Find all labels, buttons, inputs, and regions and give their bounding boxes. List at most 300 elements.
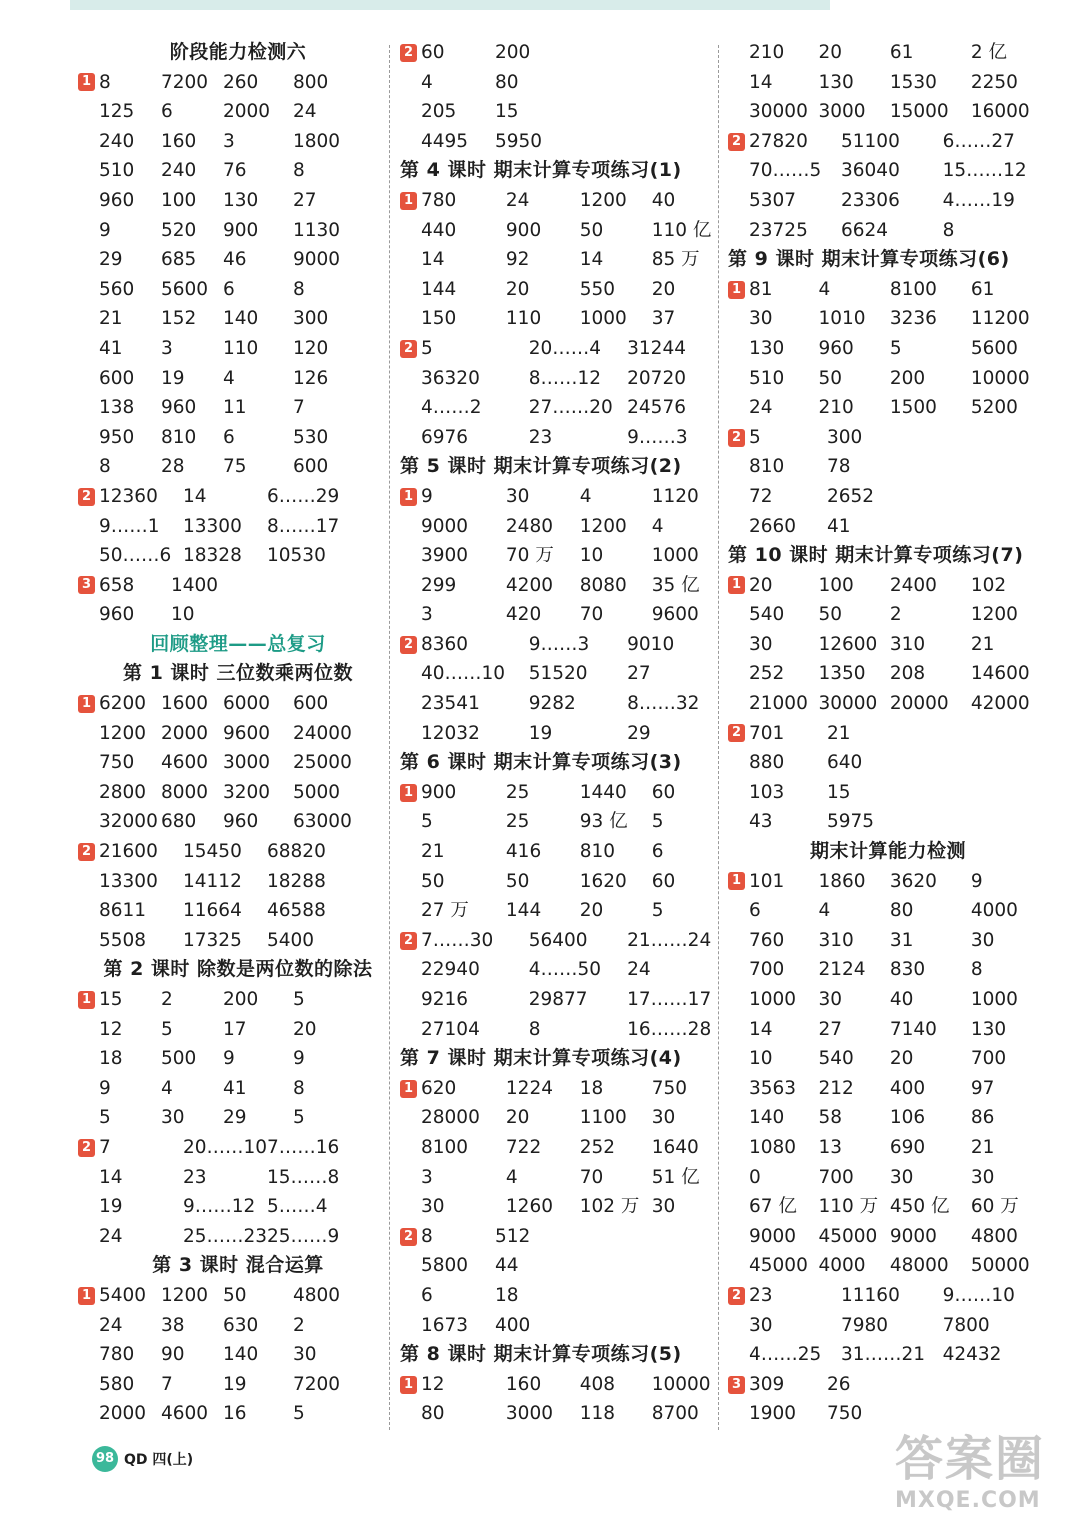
answer-cell: 1530 xyxy=(889,71,937,93)
answer-cell: 25000 xyxy=(293,752,352,774)
answer-cell: 15450 xyxy=(183,841,242,863)
answer-cell: 408 xyxy=(579,1373,616,1395)
column-divider-2 xyxy=(718,45,719,1430)
answer-cell: 1900 xyxy=(749,1403,797,1425)
answer-cell: 30 xyxy=(818,989,842,1010)
answer-cell: 5000 xyxy=(293,781,341,803)
answer-row xyxy=(400,778,720,808)
answer-cell: 5 xyxy=(651,900,664,922)
answer-cell: 8080 xyxy=(579,574,627,596)
answer-cell: 30 xyxy=(505,485,530,507)
answer-cell: 2000 xyxy=(223,101,271,123)
answer-cell: 25 xyxy=(505,811,530,833)
answer-cell: 144 xyxy=(421,278,457,300)
answer-cell: 15……12 xyxy=(942,160,1027,182)
answer-cell: 4495 xyxy=(421,130,469,152)
answer-cell: 18288 xyxy=(267,870,326,892)
question-number-badge: 2 xyxy=(728,1287,745,1305)
answer-cell: 630 xyxy=(223,1314,259,1336)
answer-cell: 810 xyxy=(161,426,197,448)
answer-cell: 50000 xyxy=(970,1255,1030,1277)
answer-row xyxy=(728,748,1048,778)
answer-row xyxy=(78,926,398,956)
answer-cell: 11664 xyxy=(183,900,242,922)
watermark-url: MXQE.COM xyxy=(895,1488,1041,1513)
answer-row xyxy=(400,512,720,542)
answer-cell: 540 xyxy=(818,1048,854,1070)
answer-row xyxy=(78,423,398,453)
answer-cell: 12032 xyxy=(421,722,480,744)
answer-cell: 20000 xyxy=(889,693,949,715)
answer-cell: 150 xyxy=(421,308,457,330)
answer-cell: 2 xyxy=(293,1314,305,1336)
answer-cell: 530 xyxy=(293,426,329,448)
answer-row xyxy=(728,867,1048,897)
answer-cell: 5 xyxy=(99,1107,111,1129)
answer-cell: 208 xyxy=(889,663,926,685)
answer-cell: 212 xyxy=(818,1077,854,1099)
answer-cell: 4 xyxy=(651,515,664,537)
answer-cell: 9……1 xyxy=(99,515,160,537)
answer-cell: 19 xyxy=(223,1373,247,1395)
answer-cell: 24 xyxy=(99,1225,123,1247)
answer-row xyxy=(400,1281,720,1311)
answer-row xyxy=(728,896,1048,926)
answer-cell: 25 xyxy=(505,781,530,803)
answer-cell: 46588 xyxy=(267,900,326,922)
section-heading: 第 4 课时 期末计算专项练习(1) xyxy=(400,159,682,182)
question-number-badge: 1 xyxy=(78,73,95,91)
answer-row xyxy=(728,1074,1048,1104)
question-number-badge: 1 xyxy=(78,991,95,1009)
answer-cell: 1640 xyxy=(651,1136,699,1158)
answer-cell: 21600 xyxy=(99,841,158,863)
section-heading: 第 3 课时 混合运算 xyxy=(152,1254,324,1277)
answer-cell: 60 万 xyxy=(970,1196,1019,1218)
answer-row xyxy=(728,1103,1048,1133)
answer-cell: 25……9 xyxy=(267,1225,340,1247)
answer-row xyxy=(400,334,720,364)
answer-row xyxy=(400,571,720,601)
answer-cell: 8 xyxy=(293,160,305,182)
answer-cell: 30 xyxy=(161,1107,185,1129)
answer-cell: 8100 xyxy=(421,1136,469,1158)
answer-cell: 14 xyxy=(749,71,773,93)
answer-cell: 120 xyxy=(293,337,329,359)
question-number-badge: 1 xyxy=(728,576,745,594)
question-number-badge: 1 xyxy=(400,192,417,210)
answer-cell: 1200 xyxy=(579,515,627,537)
answer-cell: 4……25 xyxy=(749,1344,822,1366)
answer-cell: 40 xyxy=(651,189,676,211)
answer-cell: 27……20 xyxy=(528,397,613,419)
answer-row xyxy=(400,867,720,897)
answer-row xyxy=(78,600,398,630)
answer-cell: 800 xyxy=(293,71,329,93)
answer-row xyxy=(728,1281,1048,1311)
answer-row xyxy=(728,334,1048,364)
question-number-badge: 3 xyxy=(78,576,95,594)
answer-cell: 8……32 xyxy=(627,693,700,715)
answer-cell: 9282 xyxy=(528,693,576,715)
answer-cell: 0 xyxy=(749,1166,761,1188)
answer-cell: 3 xyxy=(161,337,173,359)
answer-cell: 880 xyxy=(749,752,785,774)
answer-cell: 550 xyxy=(579,278,616,300)
question-number-badge: 1 xyxy=(400,1376,417,1394)
answer-cell: 760 xyxy=(749,929,785,951)
answer-cell: 18 xyxy=(495,1284,519,1306)
answer-cell: 8 xyxy=(970,959,983,981)
answer-cell: 61 xyxy=(970,278,995,300)
answer-row xyxy=(728,1340,1048,1370)
section-heading: 第 7 课时 期末计算专项练习(4) xyxy=(400,1047,682,1070)
answer-cell: 14 xyxy=(579,249,604,271)
question-number-badge: 2 xyxy=(78,1139,95,1157)
answer-cell: 20 xyxy=(293,1018,317,1040)
answer-cell: 1000 xyxy=(749,989,797,1010)
answer-cell: 100 xyxy=(161,189,197,211)
answer-cell: 5400 xyxy=(99,1284,147,1306)
answer-cell: 5950 xyxy=(495,130,543,152)
answer-row xyxy=(78,1074,398,1104)
answer-cell: 2400 xyxy=(889,574,937,596)
answer-cell: 30 xyxy=(749,633,773,655)
answer-row xyxy=(400,926,720,956)
section-heading: 第 5 课时 期末计算专项练习(2) xyxy=(400,455,682,478)
answer-row xyxy=(728,275,1048,305)
answer-row xyxy=(78,1340,398,1370)
answer-cell: 8 xyxy=(528,1018,541,1040)
answer-cell: 40 xyxy=(889,989,914,1010)
answer-cell: 19 xyxy=(528,722,553,744)
answer-cell: 1860 xyxy=(818,870,866,892)
answer-cell: 1600 xyxy=(161,693,209,715)
answer-cell: 5508 xyxy=(99,929,147,951)
answer-cell: 540 xyxy=(749,604,785,626)
answer-cell: 1620 xyxy=(579,870,627,892)
answer-row xyxy=(78,452,398,482)
answer-cell: 24 xyxy=(505,189,530,211)
answer-cell: 5 xyxy=(749,426,761,448)
answer-cell: 30 xyxy=(293,1344,317,1366)
answer-cell: 560 xyxy=(99,278,135,300)
answer-row xyxy=(400,186,720,216)
answer-row xyxy=(78,807,398,837)
answer-cell: 685 xyxy=(161,249,197,271)
answer-row xyxy=(400,659,720,689)
answer-row xyxy=(400,600,720,630)
answer-cell: 810 xyxy=(749,456,785,478)
answer-row xyxy=(400,896,720,926)
answer-cell: 416 xyxy=(505,841,542,863)
answer-cell: 960 xyxy=(161,397,197,419)
answer-cell: 100 xyxy=(818,574,854,596)
answer-cell: 43 xyxy=(749,811,773,833)
answer-cell: 27 xyxy=(818,1018,842,1040)
answer-cell: 24 xyxy=(293,101,317,123)
answer-column-right xyxy=(728,38,1048,1429)
answer-cell: 5 xyxy=(293,1107,305,1129)
answer-cell: 30 xyxy=(749,1314,773,1336)
answer-cell: 50 xyxy=(818,367,842,389)
answer-cell: 510 xyxy=(749,367,785,389)
question-number-badge: 2 xyxy=(400,636,417,654)
answer-row xyxy=(78,541,398,571)
answer-cell: 110 xyxy=(223,337,259,359)
answer-cell: 20720 xyxy=(627,367,686,389)
answer-cell: 210 xyxy=(818,397,854,419)
column-divider-1 xyxy=(389,45,390,1430)
answer-cell: 240 xyxy=(99,130,135,152)
answer-cell: 15 xyxy=(495,101,519,123)
answer-cell: 780 xyxy=(99,1344,135,1366)
answer-row xyxy=(400,985,720,1015)
answer-cell: 14 xyxy=(421,249,445,271)
answer-row xyxy=(400,38,720,68)
answer-cell: 60 xyxy=(651,781,676,803)
answer-row xyxy=(78,1163,398,1193)
answer-cell: 27 xyxy=(627,663,651,685)
answer-row xyxy=(400,216,720,246)
answer-row xyxy=(400,275,720,305)
page-number-badge: 98 xyxy=(92,1446,118,1472)
answer-cell: 20……4 xyxy=(528,337,602,359)
answer-cell: 2800 xyxy=(99,781,147,803)
answer-row xyxy=(400,1251,720,1281)
answer-cell: 160 xyxy=(505,1373,542,1395)
answer-cell: 58 xyxy=(818,1107,842,1129)
answer-cell: 152 xyxy=(161,308,197,330)
answer-row xyxy=(728,1163,1048,1193)
answer-cell: 309 xyxy=(749,1373,785,1395)
answer-cell: 4 xyxy=(818,900,831,922)
answer-row xyxy=(728,926,1048,956)
question-number-badge: 1 xyxy=(78,695,95,713)
answer-row xyxy=(728,659,1048,689)
question-number-badge: 3 xyxy=(728,1376,745,1394)
answer-cell: 21……24 xyxy=(627,929,712,951)
answer-row xyxy=(728,393,1048,423)
answer-row xyxy=(78,127,398,157)
answer-cell: 50 xyxy=(579,219,604,241)
edition-label: QD 四(上) xyxy=(124,1452,194,1468)
answer-cell: 70 万 xyxy=(505,545,554,567)
answer-cell: 17325 xyxy=(183,929,242,951)
answer-row xyxy=(728,127,1048,157)
answer-row xyxy=(728,1015,1048,1045)
answer-row xyxy=(728,1133,1048,1163)
answer-cell: 24 xyxy=(749,397,773,419)
answer-cell: 102 xyxy=(970,574,1007,596)
answer-cell: 30 xyxy=(970,929,995,951)
answer-cell: 4600 xyxy=(161,752,209,774)
answer-cell: 6 xyxy=(223,278,235,300)
answer-cell: 4 xyxy=(161,1077,173,1099)
answer-row xyxy=(78,393,398,423)
answer-row xyxy=(78,275,398,305)
answer-row xyxy=(78,985,398,1015)
answer-cell: 900 xyxy=(421,781,457,803)
answer-row xyxy=(728,1399,1048,1429)
answer-cell: 960 xyxy=(99,189,135,211)
answer-cell: 600 xyxy=(293,456,329,478)
answer-cell: 10 xyxy=(579,545,604,567)
question-number-badge: 2 xyxy=(728,724,745,742)
answer-cell: 300 xyxy=(293,308,329,330)
answer-cell: 205 xyxy=(421,101,457,123)
answer-cell: 780 xyxy=(421,189,457,211)
answer-row xyxy=(400,807,720,837)
answer-cell: 19 xyxy=(161,367,185,389)
answer-cell: 5800 xyxy=(421,1255,469,1277)
answer-row xyxy=(400,393,720,423)
answer-cell: 56400 xyxy=(528,929,588,951)
answer-cell: 960 xyxy=(818,337,854,359)
answer-cell: 46 xyxy=(223,249,247,271)
answer-cell: 5600 xyxy=(970,337,1018,359)
answer-cell: 5 xyxy=(889,337,902,359)
answer-cell: 3000 xyxy=(505,1403,553,1425)
answer-cell: 23 xyxy=(183,1166,207,1188)
answer-row xyxy=(78,1311,398,1341)
question-number-badge: 1 xyxy=(400,784,417,802)
answer-cell: 1010 xyxy=(818,308,866,330)
answer-cell: 9000 xyxy=(749,1225,797,1247)
answer-row xyxy=(78,719,398,749)
answer-cell: 21 xyxy=(970,1136,995,1158)
answer-cell: 90 xyxy=(161,1344,185,1366)
answer-row xyxy=(400,630,720,660)
answer-cell: 11200 xyxy=(970,308,1030,330)
answer-cell: 37 xyxy=(651,308,676,330)
answer-cell: 600 xyxy=(293,693,329,715)
answer-cell: 510 xyxy=(99,160,135,182)
answer-cell: 67 亿 xyxy=(749,1196,797,1218)
answer-row xyxy=(728,719,1048,749)
answer-cell: 9000 xyxy=(421,515,469,537)
section-heading: 第 1 课时 三位数乘两位数 xyxy=(122,662,354,685)
answer-row xyxy=(78,571,398,601)
answer-cell: 1200 xyxy=(579,189,627,211)
answer-cell: 80 xyxy=(889,900,914,922)
answer-cell: 8000 xyxy=(161,781,209,803)
answer-cell: 9600 xyxy=(223,722,271,744)
answer-cell: 20 xyxy=(505,278,530,300)
answer-cell: 9216 xyxy=(421,989,469,1010)
answer-cell: 7200 xyxy=(161,71,209,93)
answer-cell: 4000 xyxy=(818,1255,866,1277)
answer-cell: 10 xyxy=(749,1048,773,1070)
answer-cell: 24 xyxy=(99,1314,123,1336)
answer-cell: 9 xyxy=(293,1048,305,1070)
section-heading: 第 8 课时 期末计算专项练习(5) xyxy=(400,1343,682,1366)
answer-row xyxy=(728,778,1048,808)
answer-cell: 126 xyxy=(293,367,329,389)
answer-cell: 9……3 xyxy=(528,633,590,655)
answer-cell: 3620 xyxy=(889,870,937,892)
answer-cell: 86 xyxy=(970,1107,995,1129)
answer-row xyxy=(78,156,398,186)
answer-cell: 15……8 xyxy=(267,1166,340,1188)
answer-row xyxy=(400,1370,720,1400)
answer-cell: 8……12 xyxy=(528,367,602,389)
answer-row xyxy=(400,68,720,98)
answer-row xyxy=(400,364,720,394)
answer-cell: 1800 xyxy=(293,130,341,152)
answer-cell: 4 xyxy=(818,278,831,300)
answer-cell: 700 xyxy=(749,959,785,981)
answer-cell: 35 亿 xyxy=(651,574,700,596)
answer-cell: 93 亿 xyxy=(579,811,628,833)
answer-cell: 8 xyxy=(293,1077,305,1099)
answer-cell: 29 xyxy=(223,1107,247,1129)
answer-cell: 80 xyxy=(421,1403,445,1425)
answer-row xyxy=(78,512,398,542)
answer-cell: 1080 xyxy=(749,1136,797,1158)
answer-cell: 620 xyxy=(421,1077,457,1099)
answer-cell: 31 xyxy=(889,929,914,951)
answer-cell: 18 xyxy=(99,1048,123,1070)
answer-cell: 60 xyxy=(421,42,445,63)
answer-cell: 4600 xyxy=(161,1403,209,1425)
answer-row xyxy=(78,1222,398,1252)
answer-cell: 6 xyxy=(651,841,664,863)
answer-cell: 23 xyxy=(749,1284,773,1306)
answer-cell: 512 xyxy=(495,1225,531,1247)
answer-cell: 4 xyxy=(223,367,235,389)
answer-cell: 27820 xyxy=(749,130,808,152)
answer-row xyxy=(728,186,1048,216)
answer-cell: 14 xyxy=(99,1166,123,1188)
answer-cell: 10 xyxy=(171,604,195,626)
answer-cell: 750 xyxy=(99,752,135,774)
answer-cell: 5 xyxy=(651,811,664,833)
answer-cell: 2480 xyxy=(505,515,553,537)
answer-cell: 30 xyxy=(651,1196,676,1218)
answer-cell: 72 xyxy=(749,485,773,507)
answer-row xyxy=(78,1015,398,1045)
watermark-logo xyxy=(895,1430,1060,1530)
answer-cell: 130 xyxy=(970,1018,1007,1040)
answer-cell: 20……10 xyxy=(183,1136,268,1158)
answer-row xyxy=(728,571,1048,601)
answer-cell: 6 xyxy=(749,900,761,922)
answer-cell: 60 xyxy=(651,870,676,892)
question-number-badge: 1 xyxy=(400,488,417,506)
answer-cell: 690 xyxy=(889,1136,926,1158)
answer-cell: 830 xyxy=(889,959,926,981)
answer-cell: 21 xyxy=(827,722,851,744)
answer-cell: 640 xyxy=(827,752,863,774)
answer-cell: 3236 xyxy=(889,308,937,330)
answer-cell: 8360 xyxy=(421,633,469,655)
question-number-badge: 1 xyxy=(78,1287,95,1305)
answer-cell: 16 xyxy=(223,1403,247,1425)
answer-row xyxy=(728,1311,1048,1341)
answer-row xyxy=(728,216,1048,246)
answer-cell: 1100 xyxy=(579,1107,627,1129)
answer-cell: 5……4 xyxy=(267,1196,328,1218)
answer-row xyxy=(400,1133,720,1163)
answer-cell: 9 xyxy=(421,485,433,507)
answer-cell: 6200 xyxy=(99,693,147,715)
question-number-badge: 2 xyxy=(400,1228,417,1246)
answer-cell: 20 xyxy=(749,574,773,596)
answer-cell: 5 xyxy=(421,337,433,359)
answer-cell: 5 xyxy=(161,1018,173,1040)
answer-row xyxy=(78,778,398,808)
